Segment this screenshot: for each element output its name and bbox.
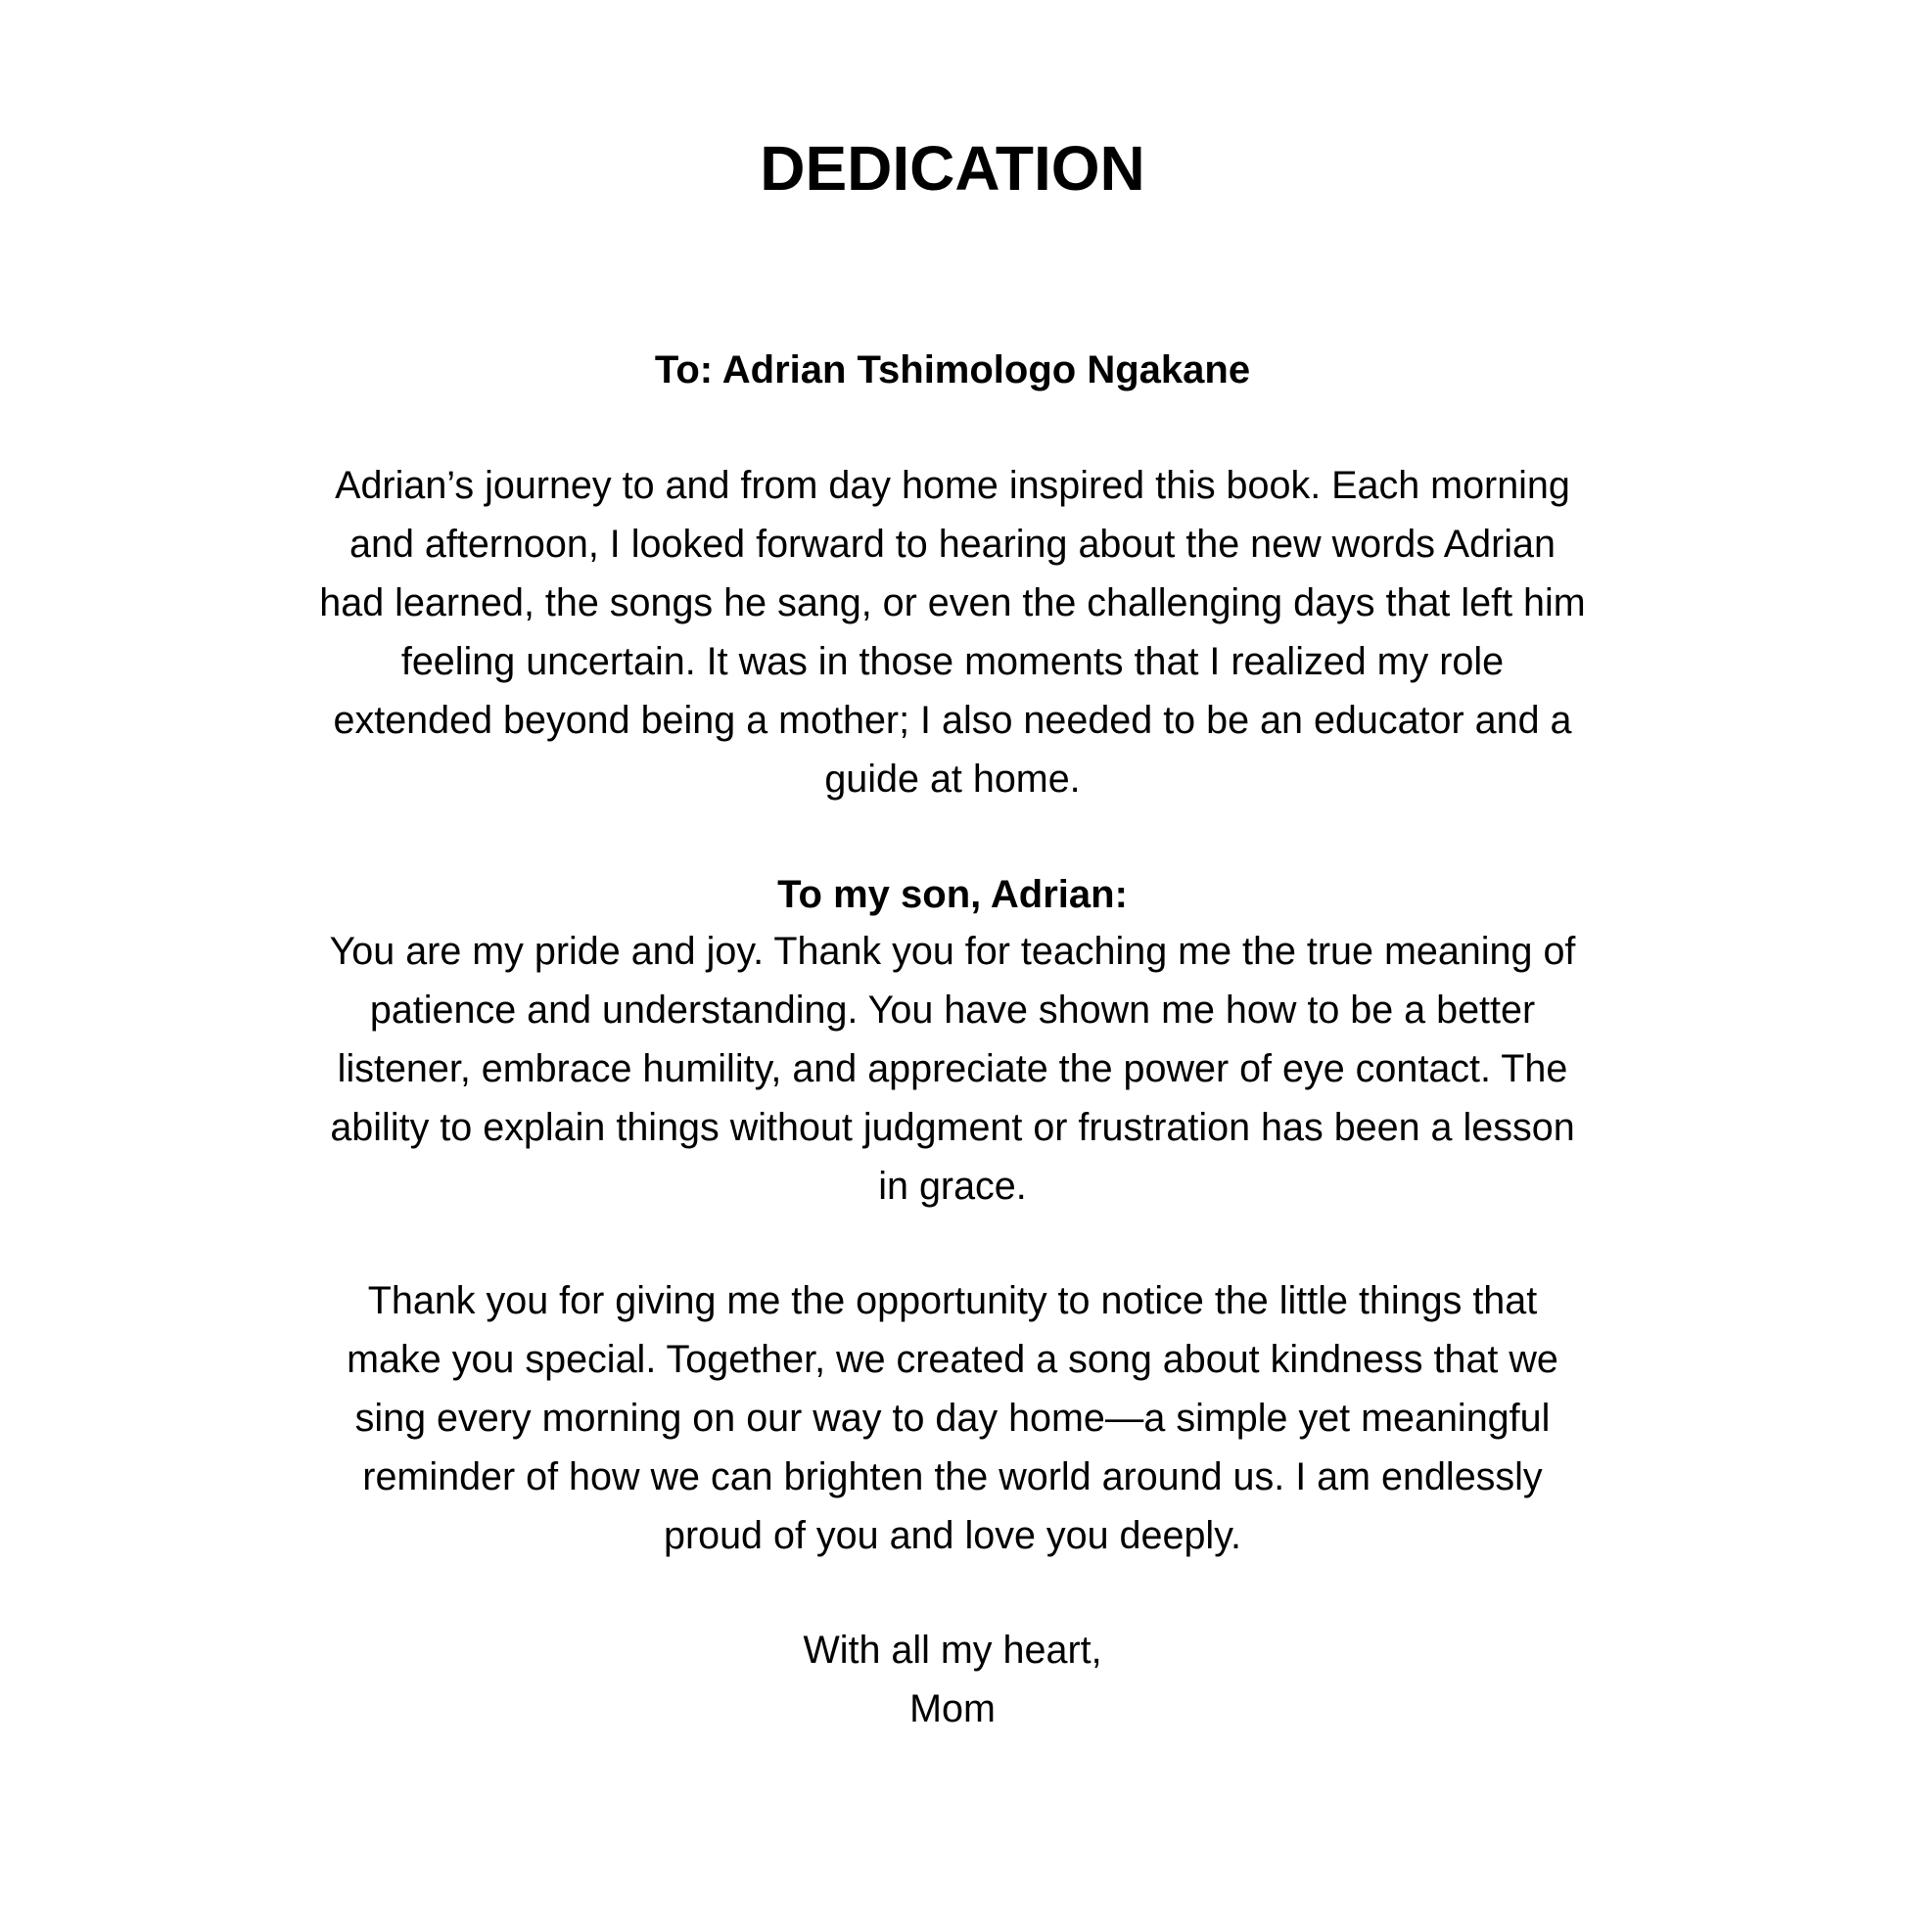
- paragraph-line: ability to explain things without judgment or frustration has been a lesson: [330, 1106, 1575, 1149]
- recipient-heading: To: Adrian Tshimologo Ngakane: [654, 348, 1251, 391]
- paragraph-line: make you special. Together, we created a song about kindness that we: [347, 1338, 1558, 1381]
- paragraph-line: reminder of how we can brighten the world around us. I am endlessly: [362, 1455, 1543, 1498]
- paragraph-line: patience and understanding. You have shown me how to be a better: [369, 989, 1536, 1032]
- paragraph-line: and afternoon, I looked forward to hearing about the new words Adrian: [349, 523, 1556, 566]
- paragraph-line: guide at home.: [824, 758, 1081, 801]
- paragraph-line: had learned, the songs he sang, or even the challenging days that left him: [319, 581, 1586, 624]
- paragraph-line: proud of you and love you deeply.: [664, 1514, 1241, 1557]
- paragraph-line: extended beyond being a mother; I also needed to be an educator and a: [333, 699, 1572, 742]
- paragraph-line: You are my pride and joy. Thank you for teaching me the true meaning of: [329, 930, 1576, 973]
- signature: Mom: [909, 1687, 996, 1730]
- paragraph-line: Adrian’s journey to and from day home inspired this book. Each morning: [335, 464, 1570, 507]
- paragraph-line: Thank you for giving me the opportunity to notice the little things that: [367, 1279, 1538, 1322]
- paragraph-line: sing every morning on our way to day home—a simple yet meaningful: [354, 1397, 1551, 1440]
- paragraph-line: listener, embrace humility, and appreciate the power of eye contact. The: [337, 1047, 1568, 1090]
- son-heading: To my son, Adrian:: [777, 873, 1128, 916]
- paragraph-line: in grace.: [878, 1165, 1027, 1208]
- closing-line: With all my heart,: [803, 1629, 1102, 1672]
- paragraph-line: feeling uncertain. It was in those moments that I realized my role: [400, 640, 1505, 683]
- page-title: DEDICATION: [760, 133, 1145, 204]
